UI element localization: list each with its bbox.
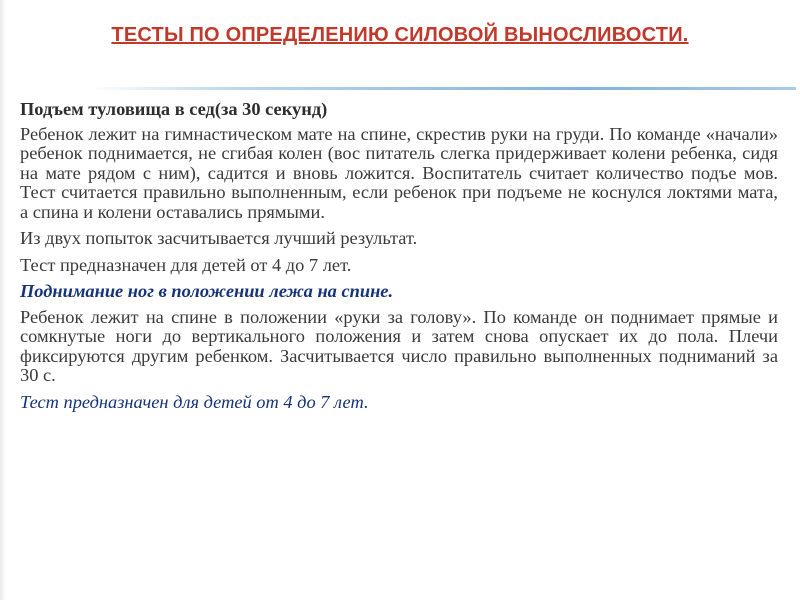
- section1-paragraph: Ребенок лежит на гимнастическом мате на спине, скрестив руки на груди. По команде «начали» ребенок поднимается, не сгибая колен (вос питатель слегка придерживает колени ребенка, сидя на мате рядом с ним), садится и вновь ложится. Воспитатель считает количество подъе мов. Тест считается правильно выполненным, если ребенок при подъеме не коснулся локтями мата, а спина и колени оставались прямыми.: [20, 123, 778, 222]
- section2-note: Тест предназначен для детей от 4 до 7 лет.: [20, 391, 369, 412]
- slide-edge-shade: [0, 0, 6, 600]
- section1-paragraph: Из двух попыток засчитывается лучший результат.: [20, 228, 418, 248]
- section1-paragraph: Тест предназначен для детей от 4 до 7 лет.: [20, 254, 352, 275]
- slide-content: [20, 100, 778, 419]
- section1-heading: Подъем туловища в сед(за 30 секунд): [20, 99, 328, 119]
- slide-title: ТЕСТЫ ПО ОПРЕДЕЛЕНИЮ СИЛОВОЙ ВЫНОСЛИВОСТИ.: [111, 24, 689, 46]
- section2-paragraph: Ребенок лежит на спине в положении «руки за голову». По команде он поднимает прямые и сомкнутые ноги до вертикального положения и затем снова опускает их до пола. Плечи фиксируются другим ребенком. Засчитывается число правильно выполненных подниманий за 30 с.: [20, 306, 778, 385]
- section2-heading: Поднимание ног в положении лежа на спине.: [20, 281, 394, 301]
- title-divider: [90, 87, 796, 90]
